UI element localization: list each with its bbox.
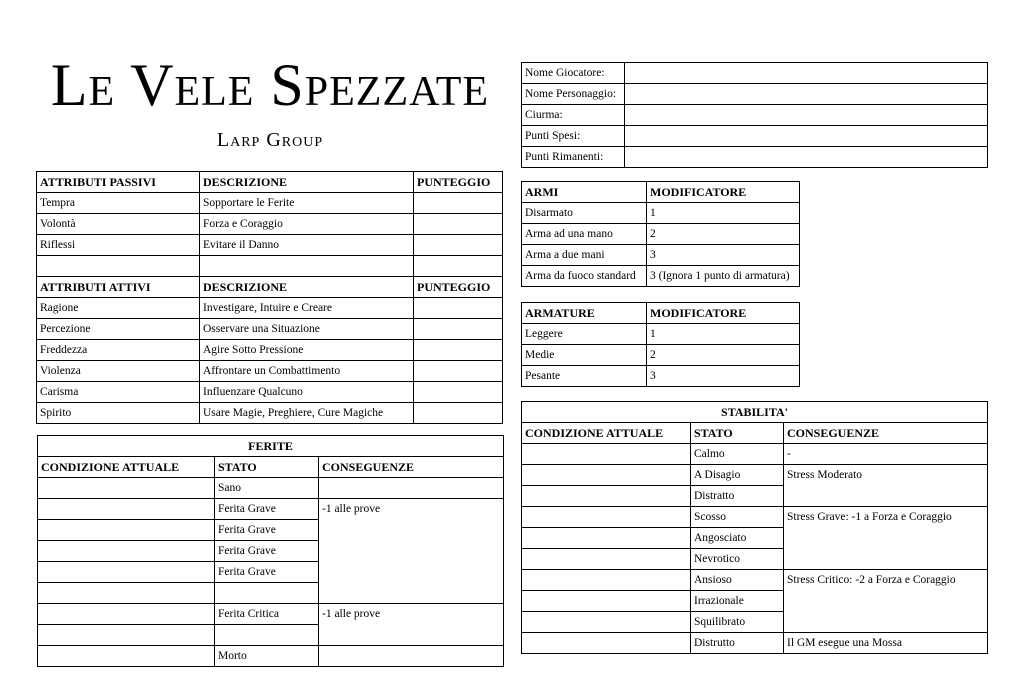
state-header: STATO xyxy=(215,457,319,478)
condition-field[interactable] xyxy=(38,583,215,604)
condition-field[interactable] xyxy=(38,604,215,625)
condition-field[interactable] xyxy=(38,499,215,520)
condition-field[interactable] xyxy=(522,570,691,591)
condition-header: CONDIZIONE ATTUALE xyxy=(38,457,215,478)
attr-name: Percezione xyxy=(37,319,200,340)
table-row xyxy=(37,235,503,256)
consequence-cell: Il GM esegue una Mossa xyxy=(784,633,988,654)
player-name-field[interactable] xyxy=(625,63,988,84)
consequence-header: CONSEGUENZE xyxy=(319,457,504,478)
condition-field[interactable] xyxy=(522,528,691,549)
table-row xyxy=(37,319,503,340)
weapon-name: Arma da fuoco standard xyxy=(522,266,647,287)
weapon-mod: 2 xyxy=(647,224,800,245)
modifier-header: MODIFICATORE xyxy=(647,182,800,203)
table-header-row xyxy=(37,277,503,298)
state-cell xyxy=(215,625,319,646)
table-row xyxy=(522,126,988,147)
table-row xyxy=(38,499,504,520)
consequence-cell: Stress Moderato xyxy=(784,465,988,507)
attr-desc: Usare Magie, Preghiere, Cure Magiche xyxy=(200,403,414,424)
label-character-name: Nome Personaggio: xyxy=(522,84,625,105)
condition-field[interactable] xyxy=(522,507,691,528)
label-points-left: Punti Rimanenti: xyxy=(522,147,625,168)
state-cell: Distrutto xyxy=(691,633,784,654)
table-header-row xyxy=(522,182,800,203)
table-row xyxy=(522,266,800,287)
attributes-table xyxy=(36,171,503,424)
condition-field[interactable] xyxy=(38,520,215,541)
passive-header: ATTRIBUTI PASSIVI xyxy=(37,172,200,193)
condition-field[interactable] xyxy=(522,549,691,570)
table-row xyxy=(522,570,988,591)
weapon-mod: 3 (Ignora 1 punto di armatura) xyxy=(647,266,800,287)
armor-mod: 3 xyxy=(647,366,800,387)
score-field[interactable] xyxy=(414,298,503,319)
state-cell: Scosso xyxy=(691,507,784,528)
attr-desc: Osservare una Situazione xyxy=(200,319,414,340)
table-row xyxy=(522,147,988,168)
weapon-name: Disarmato xyxy=(522,203,647,224)
table-row xyxy=(37,298,503,319)
armor-mod: 1 xyxy=(647,324,800,345)
consequence-cell: Stress Critico: -2 a Forza e Coraggio xyxy=(784,570,988,633)
consequence-header: CONSEGUENZE xyxy=(784,423,988,444)
weapon-mod: 1 xyxy=(647,203,800,224)
state-cell xyxy=(215,583,319,604)
consequence-cell: -1 alle prove xyxy=(319,499,504,604)
weapons-header: ARMI xyxy=(522,182,647,203)
attr-desc: Agire Sotto Pressione xyxy=(200,340,414,361)
attr-name: Violenza xyxy=(37,361,200,382)
label-points-spent: Punti Spesi: xyxy=(522,126,625,147)
table-header-row xyxy=(522,303,800,324)
condition-field[interactable] xyxy=(38,478,215,499)
score-header: PUNTEGGIO xyxy=(414,172,503,193)
state-cell: Angosciato xyxy=(691,528,784,549)
label-player-name: Nome Giocatore: xyxy=(522,63,625,84)
weapon-mod: 3 xyxy=(647,245,800,266)
stability-table xyxy=(521,401,988,654)
table-row xyxy=(38,478,504,499)
state-cell: Ferita Grave xyxy=(215,499,319,520)
table-row xyxy=(37,403,503,424)
condition-field[interactable] xyxy=(522,633,691,654)
state-cell: Distratto xyxy=(691,486,784,507)
description-header: DESCRIZIONE xyxy=(200,277,414,298)
spacer-cell xyxy=(414,256,503,277)
table-row xyxy=(522,203,800,224)
state-cell: Calmo xyxy=(691,444,784,465)
score-header: PUNTEGGIO xyxy=(414,277,503,298)
attr-name: Volontà xyxy=(37,214,200,235)
state-cell: Ferita Critica xyxy=(215,604,319,625)
score-field[interactable] xyxy=(414,403,503,424)
consequence-cell: -1 alle prove xyxy=(319,604,504,646)
player-info-table xyxy=(521,62,988,168)
condition-field[interactable] xyxy=(522,486,691,507)
attr-name: Spirito xyxy=(37,403,200,424)
sheet-title: Le Vele Spezzate xyxy=(50,52,490,118)
table-row xyxy=(37,214,503,235)
condition-field[interactable] xyxy=(522,612,691,633)
condition-field[interactable] xyxy=(38,646,215,667)
score-field[interactable] xyxy=(414,214,503,235)
table-row xyxy=(37,340,503,361)
state-cell: A Disagio xyxy=(691,465,784,486)
attr-name: Tempra xyxy=(37,193,200,214)
condition-field[interactable] xyxy=(522,444,691,465)
weapons-table xyxy=(521,181,800,287)
table-row xyxy=(522,633,988,654)
table-header-row xyxy=(38,457,504,478)
consequence-cell: - xyxy=(784,444,988,465)
armor-name: Medie xyxy=(522,345,647,366)
attr-desc: Investigare, Intuire e Creare xyxy=(200,298,414,319)
attr-name: Ragione xyxy=(37,298,200,319)
score-field[interactable] xyxy=(414,340,503,361)
consequence-cell xyxy=(319,646,504,667)
stability-title: STABILITA' xyxy=(522,402,988,423)
sheet-subtitle: Larp Group xyxy=(216,129,324,151)
armor-table xyxy=(521,302,800,387)
condition-header: CONDIZIONE ATTUALE xyxy=(522,423,691,444)
table-row xyxy=(522,63,988,84)
character-name-field[interactable] xyxy=(625,84,988,105)
score-field[interactable] xyxy=(414,319,503,340)
state-cell: Squilibrato xyxy=(691,612,784,633)
points-left-field[interactable] xyxy=(625,147,988,168)
state-cell: Ansioso xyxy=(691,570,784,591)
crew-field[interactable] xyxy=(625,105,988,126)
spacer-cell xyxy=(37,256,200,277)
state-cell: Irrazionale xyxy=(691,591,784,612)
wounds-title: FERITE xyxy=(38,436,504,457)
armor-name: Pesante xyxy=(522,366,647,387)
active-header: ATTRIBUTI ATTIVI xyxy=(37,277,200,298)
score-field[interactable] xyxy=(414,361,503,382)
attr-desc: Forza e Coraggio xyxy=(200,214,414,235)
attr-desc: Sopportare le Ferite xyxy=(200,193,414,214)
table-row xyxy=(37,382,503,403)
label-crew: Ciurma: xyxy=(522,105,625,126)
table-row xyxy=(522,444,988,465)
condition-field[interactable] xyxy=(522,591,691,612)
state-cell: Ferita Grave xyxy=(215,562,319,583)
table-row xyxy=(522,84,988,105)
table-row xyxy=(522,324,800,345)
armor-name: Leggere xyxy=(522,324,647,345)
state-cell: Morto xyxy=(215,646,319,667)
attr-name: Carisma xyxy=(37,382,200,403)
attr-desc: Evitare il Danno xyxy=(200,235,414,256)
table-row xyxy=(37,193,503,214)
condition-field[interactable] xyxy=(522,465,691,486)
table-row xyxy=(522,105,988,126)
state-header: STATO xyxy=(691,423,784,444)
table-row xyxy=(522,345,800,366)
score-field[interactable] xyxy=(414,193,503,214)
condition-field[interactable] xyxy=(38,625,215,646)
score-field[interactable] xyxy=(414,235,503,256)
state-cell: Sano xyxy=(215,478,319,499)
table-row xyxy=(38,604,504,625)
weapon-name: Arma ad una mano xyxy=(522,224,647,245)
armor-header: ARMATURE xyxy=(522,303,647,324)
table-row xyxy=(522,224,800,245)
condition-field[interactable] xyxy=(38,562,215,583)
table-row xyxy=(522,366,800,387)
description-header: DESCRIZIONE xyxy=(200,172,414,193)
state-cell: Ferita Grave xyxy=(215,520,319,541)
armor-mod: 2 xyxy=(647,345,800,366)
spacer-cell xyxy=(200,256,414,277)
score-field[interactable] xyxy=(414,382,503,403)
attr-desc: Influenzare Qualcuno xyxy=(200,382,414,403)
table-header-row xyxy=(522,423,988,444)
table-row xyxy=(522,507,988,528)
weapon-name: Arma a due mani xyxy=(522,245,647,266)
table-header-row xyxy=(37,172,503,193)
state-cell: Ferita Grave xyxy=(215,541,319,562)
condition-field[interactable] xyxy=(38,541,215,562)
table-row xyxy=(522,465,988,486)
attr-name: Freddezza xyxy=(37,340,200,361)
points-spent-field[interactable] xyxy=(625,126,988,147)
attr-name: Riflessi xyxy=(37,235,200,256)
attr-desc: Affrontare un Combattimento xyxy=(200,361,414,382)
modifier-header: MODIFICATORE xyxy=(647,303,800,324)
wounds-table xyxy=(37,435,504,667)
state-cell: Nevrotico xyxy=(691,549,784,570)
table-row xyxy=(37,256,503,277)
consequence-cell xyxy=(319,478,504,499)
table-row xyxy=(38,646,504,667)
table-row xyxy=(37,361,503,382)
consequence-cell: Stress Grave: -1 a Forza e Coraggio xyxy=(784,507,988,570)
table-row xyxy=(522,245,800,266)
